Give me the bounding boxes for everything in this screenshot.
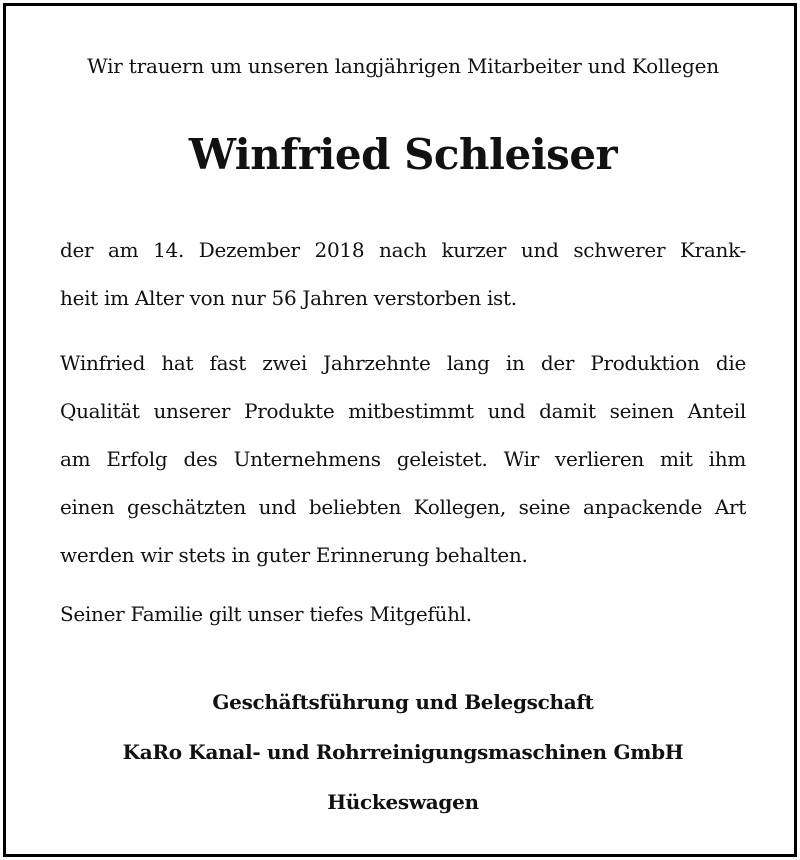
paragraph-line: werden wir stets in guter Erinnerung behalten.	[60, 543, 528, 567]
paragraph-line: Winfried hat fast zwei Jahrzehnte lang in der Produktion die	[60, 351, 746, 375]
signature-company: KaRo Kanal- und Rohrreinigungsmaschinen GmbH	[122, 740, 684, 764]
signature-line-1: Geschäftsführung und Belegschaft	[212, 690, 594, 714]
paragraph-line: Seiner Familie gilt unser tiefes Mitgefühl.	[60, 602, 472, 626]
signature-location: Hückeswagen	[327, 790, 479, 814]
paragraph-line: heit im Alter von nur 56 Jahren verstorben ist.	[60, 286, 517, 310]
obituary-frame	[3, 3, 797, 857]
deceased-name: Winfried Schleiser	[188, 130, 618, 179]
paragraph-line: der am 14. Dezember 2018 nach kurzer und schwerer Krank-	[60, 238, 746, 262]
intro-line: Wir trauern um unseren langjährigen Mitarbeiter und Kollegen	[87, 54, 719, 78]
tribute-paragraph	[60, 339, 746, 579]
condolence-paragraph	[60, 590, 746, 638]
paragraph-line: am Erfolg des Unternehmens geleistet. Wir verlieren mit ihm	[60, 447, 746, 471]
death-notice-paragraph	[60, 226, 746, 322]
paragraph-line: einen geschätzten und beliebten Kollegen, seine anpackende Art	[60, 495, 746, 519]
paragraph-line: Qualität unserer Produkte mitbestimmt und damit seinen Anteil	[60, 399, 746, 423]
